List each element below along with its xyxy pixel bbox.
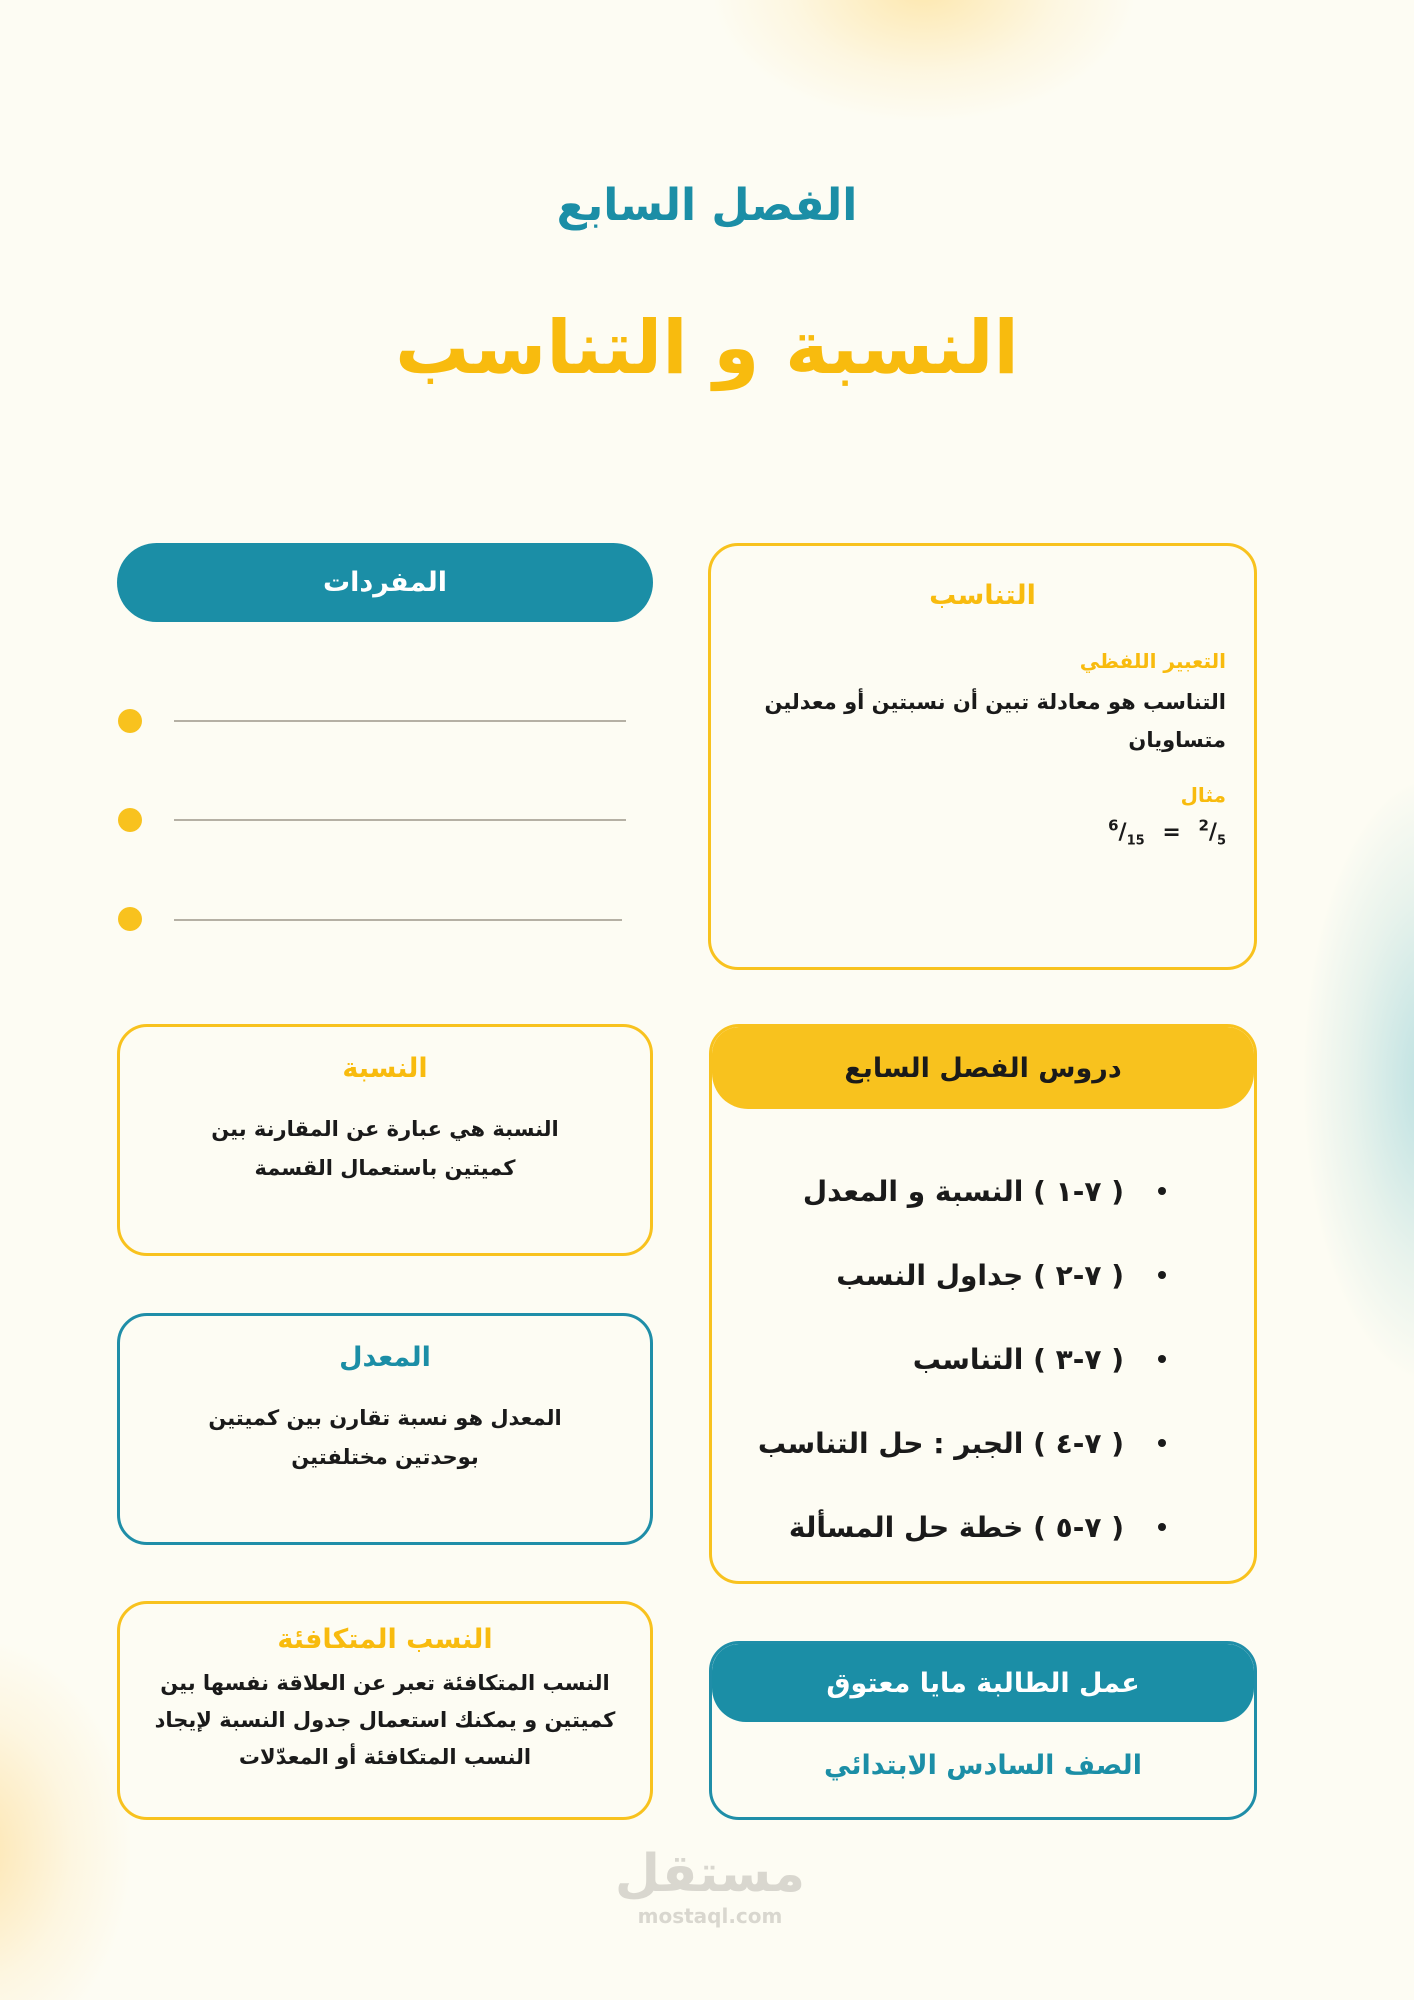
lesson-item: ( ٧-٥ ) خطة حل المسألة (712, 1485, 1166, 1569)
example-label: مثال (1180, 783, 1226, 807)
bullet-icon (1158, 1187, 1166, 1195)
ratio-card-title: النسبة (342, 1053, 428, 1084)
rate-card (117, 1313, 653, 1545)
vocab-blank-line-1 (174, 720, 626, 722)
rate-card-title: المعدل (339, 1342, 431, 1373)
fraction-left: $^6/_{15}$ (1108, 817, 1145, 849)
lesson-item: ( ٧-٢ ) جداول النسب (712, 1233, 1166, 1317)
equivalent-ratios-title: النسب المتكافئة (277, 1624, 493, 1655)
lesson-item: ( ٧-٤ ) الجبر : حل التناسب (712, 1401, 1166, 1485)
ratio-card-text: النسبة هي عبارة عن المقارنة بين كميتين باستعمال القسمة (211, 1117, 559, 1180)
ratio-card (117, 1024, 653, 1256)
proportion-card-title: التناسب (929, 580, 1036, 611)
page-title: النسبة و التناسب (395, 305, 1019, 391)
fraction-right: $^2/_5$ (1198, 817, 1226, 849)
example-equation (739, 817, 1226, 849)
bullet-icon (1158, 1271, 1166, 1279)
student-credit: عمل الطالبة مايا معتوق (712, 1644, 1254, 1722)
student-grade: الصف السادس الابتدائي (824, 1750, 1142, 1781)
student-credit-card (709, 1641, 1257, 1820)
decorative-blob-right (1304, 780, 1414, 1380)
decorative-blob-top (714, 0, 1134, 120)
lesson-item: ( ٧-٣ ) التناسب (712, 1317, 1166, 1401)
equals-sign: = (1162, 820, 1181, 846)
verbal-expression-text: التناسب هو معادلة تبين أن نسبتين أو معدلين متساويان (764, 690, 1226, 752)
bullet-icon (1158, 1355, 1166, 1363)
vocab-blank-line-3 (174, 919, 622, 921)
lesson-item: ( ٧-١ ) النسبة و المعدل (712, 1149, 1166, 1233)
vocab-bullet-2 (118, 808, 142, 832)
chapter-heading: الفصل السابع (556, 180, 858, 231)
vocab-bullet-3 (118, 907, 142, 931)
lessons-list (712, 1109, 1254, 1569)
proportion-card (708, 543, 1257, 970)
rate-card-text: المعدل هو نسبة تقارن بين كميتين بوحدتين مختلفتين (208, 1406, 562, 1469)
watermark-url: mostaql.com (637, 1904, 783, 1928)
vocab-bullet-1 (118, 709, 142, 733)
equivalent-ratios-card (117, 1601, 653, 1820)
equivalent-ratios-text: النسب المتكافئة تعبر عن العلاقة نفسها بين كميتين و يمكنك استعمال جدول النسبة لإيجاد النسب المتكافئة أو المعدّلات (154, 1671, 616, 1769)
chapter-lessons-card (709, 1024, 1257, 1584)
bullet-icon (1158, 1439, 1166, 1447)
verbal-expression-label: التعبير اللفظي (1079, 649, 1226, 673)
vocabulary-header: المفردات (117, 543, 653, 622)
decorative-blob-left (0, 1640, 130, 2000)
bullet-icon (1158, 1523, 1166, 1531)
vocab-blank-line-2 (174, 819, 626, 821)
watermark (600, 1844, 820, 1928)
lessons-header: دروس الفصل السابع (712, 1027, 1254, 1109)
watermark-logo: مستقل (614, 1844, 806, 1904)
